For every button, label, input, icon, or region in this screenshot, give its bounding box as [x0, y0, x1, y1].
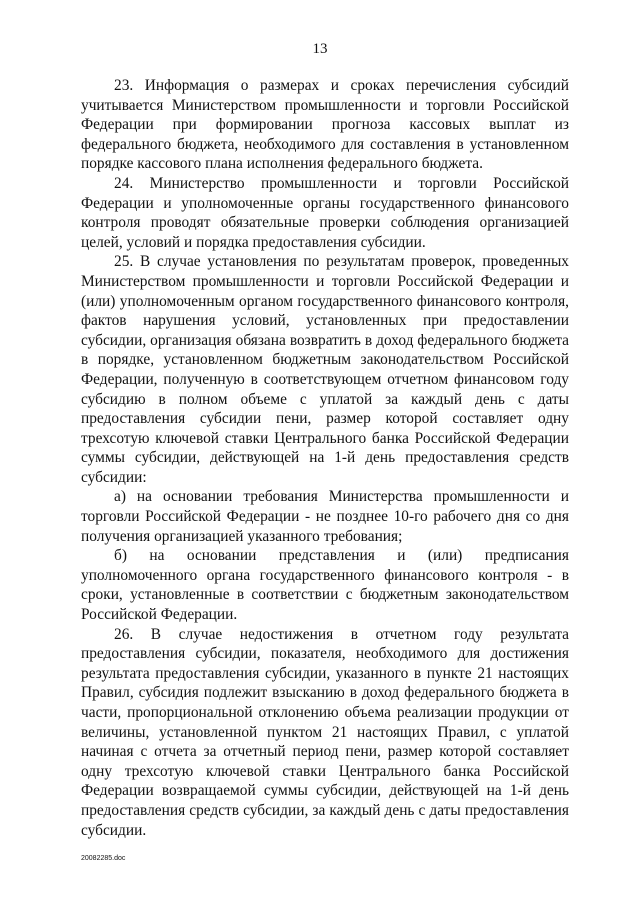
page-number: 13 — [312, 41, 328, 57]
paragraph-25: 25. В случае установления по результатам проверок, проведенных Министерством промышленности и торговли Российской Федерации и (или) уполномоченным органом государственного финансового контроля, фактов нарушения условий, установленных при предоставлении субсидии, организация обязана возвратить в доход федерального бюджета в порядке, установленном бюджетным законодательством Российской Федерации, полученную в соответствующем отчетном финансовом году субсидию в полном объеме с уплатой за каждый день с даты предоставления субсидии пени, размер которой составляет одну трехсотую ключевой ставки Центрального банка Российской Федерации суммы субсидии, действующей на 1-й день предоставления средств субсидии: — [81, 253, 569, 486]
footer-filename: 20082285.doc — [81, 855, 126, 862]
paragraph-24: 24. Министерство промышленности и торговли Российской Федерации и уполномоченные органы государственного финансового контроля проводят обязательные проверки соблюдения организацией целей, условий и порядка предоставления субсидии. — [81, 174, 569, 251]
document-body — [81, 76, 569, 840]
paragraph-23: 23. Информация о размерах и сроках перечисления субсидий учитывается Министерством промышленности и торговли Российской Федерации при формировании прогноза кассовых выплат из федерального бюджета, необходимого для составления в установленном порядке кассового плана исполнения федерального бюджета. — [81, 77, 569, 173]
paragraph-26: 26. В случае недостижения в отчетном году результата предоставления субсидии, показателя, необходимого для достижения результата предоставления субсидии, указанного в пункте 21 настоящих Правил, субсидия подлежит взысканию в доход федерального бюджета в части, пропорциональной отклонению объема реализации продукции от величины, установленной пунктом 21 настоящих Правил, с уплатой начиная с отчета за отчетный период пени, размер которой составляет одну трехсотую ключевой ставки Центрального банка Российской Федерации возвращаемой суммы субсидии, действующей на 1-й день предоставления средств субсидии, за каждый день с даты предоставления субсидии. — [81, 625, 569, 839]
paragraph-25-b: б) на основании представления и (или) предписания уполномоченного органа государственного финансового контроля - в сроки, установленные в соответствии с бюджетным законодательством Российской Федерации. — [81, 547, 569, 624]
paragraph-25-a: а) на основании требования Министерства промышленности и торговли Российской Федерации - не позднее 10-го рабочего дня со дня получения организацией указанного требования; — [81, 488, 569, 545]
